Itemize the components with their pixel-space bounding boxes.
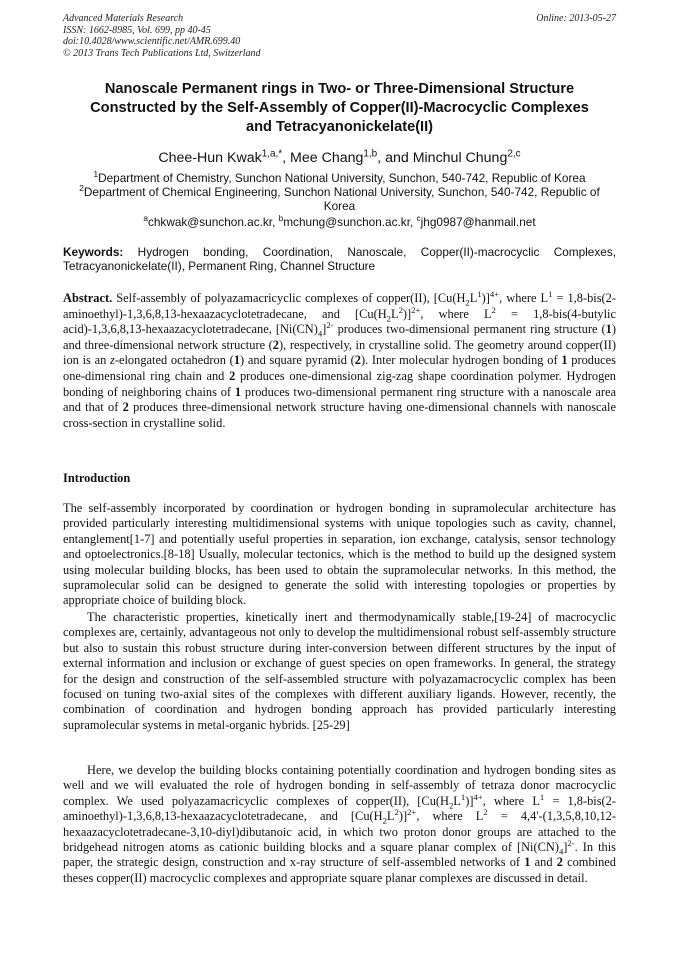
corresponding-mark: * <box>278 148 283 160</box>
keywords-label: Keywords: <box>63 245 124 259</box>
subscript: 2 <box>465 297 470 308</box>
introduction-heading: Introduction <box>63 471 131 485</box>
abstract-text: , where L <box>499 291 549 305</box>
abstract-text: produces one-dimensional ring chain and <box>63 353 616 383</box>
paragraph-text: and <box>530 855 557 870</box>
subscript: 4 <box>317 328 323 339</box>
email-a[interactable]: chkwak@sunchon.ac.kr, <box>147 215 279 229</box>
paragraph-text: = 1,8-bis(2-aminoethyl)-1,3,6,8,13-hexaazacyclotetradecane, and [Cu(H <box>63 793 616 824</box>
abstract-label: Abstract. <box>63 291 113 305</box>
online-date: Online: 2013-05-27 <box>536 13 616 24</box>
italic-symbol: z <box>110 353 115 368</box>
email-c[interactable]: jhg0987@hanmail.net <box>420 215 536 229</box>
paragraph-text: )] <box>465 793 474 808</box>
paragraph-text: , where L <box>416 809 484 824</box>
author-1-affil: 1,a, <box>261 148 279 160</box>
superscript: 2 <box>491 304 496 315</box>
abstract-text: ] <box>322 322 327 337</box>
superscript: 1 <box>460 791 466 802</box>
abstract-text: ) and square pyramid ( <box>240 353 355 368</box>
keywords-text: Hydrogen bonding, Coordination, Nanoscale, Copper(II)-macrocyclic Complexes, Tetracyanonickelate(II), Permanent Ring, Channel Structure <box>63 245 616 273</box>
intro-paragraph-2: The characteristic properties, kinetically inert and thermodynamically stable,[19-24] of macrocyclic complexes are, certainly, advantageous not only to develop the multidimensional robust self-assembly structure but also to sustain this robust structure during inter-conversion between different structures by the input of external information and inclusion or exchange of guest species on open frameworks. In general, the strategy for the design and construction of the self-assembled structure with polyazamacrocyclic complex has been focused on tuning two-axial sites of the complexes with different auxiliary ligands. However, recently, the combination of coordination and hydrogen bonding approach has provided particularly interesting supramolecular systems in metal-organic hybrids. [25-29] <box>63 610 616 732</box>
paper-title <box>63 80 616 137</box>
affiliation-1-text: Department of Chemistry, Sunchon National University, Sunchon, 540-742, Republic of Korea <box>98 171 586 185</box>
abstract-text: produces one-dimensional zig-zag shape coordination polymer. Hydrogen bonding of neighboring chains of <box>63 368 616 399</box>
abstract-text: produces three-dimensional network structure having one-dimensional channels with nanoscale cross-section in crystalline solid. <box>63 400 616 430</box>
abstract-text: produces two-dimensional permanent ring structure ( <box>333 322 606 337</box>
superscript: 2 <box>398 304 403 315</box>
author-separator: , <box>282 150 291 166</box>
compound-ref: 1 <box>233 353 241 368</box>
superscript: 2 <box>483 807 488 818</box>
author-2-name: Mee Chang <box>290 150 364 166</box>
abstract-text: ) and three-dimensional network structure ( <box>63 322 616 352</box>
author-separator: , and <box>377 150 413 166</box>
journal-name: Advanced Materials Research <box>63 13 184 24</box>
abstract-text: L <box>469 291 478 305</box>
email-a-mark: a <box>143 214 148 224</box>
doi-line: doi:10.4028/www.scientific.net/AMR.699.40 <box>63 36 241 47</box>
email-b-mark: b <box>278 214 284 224</box>
title-line-1: Nanoscale Permanent rings in Two- or Three-Dimensional Structure <box>104 81 575 97</box>
paragraph-text: L <box>386 809 395 824</box>
abstract-block <box>63 288 617 431</box>
title-line-2: Constructed by the Self-Assembly of Copper(II)-Macrocyclic Complexes <box>90 100 589 116</box>
paragraph-text: , where L <box>482 793 540 808</box>
superscript: 1 <box>539 791 545 802</box>
superscript: 1 <box>477 288 482 299</box>
affiliation-2-text: Department of Chemical Engineering, Sunchon National University, Sunchon, 540-742, Republic of Korea <box>83 185 600 213</box>
compound-ref: 1 <box>605 322 612 337</box>
subscript: 4 <box>558 846 564 857</box>
superscript: 1 <box>548 288 553 299</box>
affiliation-1-mark: 1 <box>93 170 99 180</box>
author-3-affil: 2,c <box>507 148 521 160</box>
email-b[interactable]: mchung@sunchon.ac.kr, <box>283 215 417 229</box>
author-2-affil: 1,b <box>363 148 378 160</box>
superscript: 2+ <box>407 807 417 818</box>
superscript: 4+ <box>489 288 500 299</box>
paragraph-text: L <box>453 793 461 808</box>
paragraph-text: Here, we develop the building blocks containing potentially coordination and hydrogen bonding sites as well and we will evaluated the role of hydrogen bonding in self-assembly of tetraza donor macrocyclic complex. We used polyazamacricyclic complexes of copper(II), [Cu(H <box>63 763 616 808</box>
superscript: 2+ <box>411 304 421 315</box>
email-c-mark: c <box>416 214 421 224</box>
author-list <box>63 149 616 167</box>
copyright-line: © 2013 Trans Tech Publications Ltd, Switzerland <box>63 47 261 59</box>
intro-paragraph-3 <box>63 763 616 886</box>
abstract-text: produces two-dimensional permanent ring structure with a nanoscale area and that of <box>63 384 616 415</box>
abstract-text: Self-assembly of polyazamacricyclic complexes of copper(II), [Cu(H <box>112 291 466 305</box>
compound-ref: 2 <box>556 855 563 870</box>
paragraph-text: )] <box>398 809 408 824</box>
subscript: 2 <box>386 313 391 324</box>
keywords-block <box>63 245 616 273</box>
author-1-name: Chee-Hun Kwak <box>158 150 262 166</box>
abstract-text: , where L <box>420 306 492 321</box>
superscript: 2- <box>326 320 334 331</box>
abstract-text: L <box>391 306 399 321</box>
abstract-text: = 1,8-bis(4-butylic acid)-1,3,6,8,13-hexaazacyclotetradecane, [Ni(CN) <box>63 306 617 337</box>
affiliation-2 <box>63 185 616 213</box>
compound-ref: 2 <box>122 400 129 415</box>
superscript: 4+ <box>473 791 483 802</box>
abstract-text: )] <box>481 291 490 305</box>
subscript: 2 <box>448 800 454 811</box>
subscript: 2 <box>382 815 387 826</box>
author-3-name: Minchul Chung <box>412 150 508 166</box>
superscript: 2 <box>394 807 399 818</box>
compound-ref: 1 <box>234 384 242 399</box>
abstract-text: = 1,8-bis(2-aminoethyl)-1,3,6,8,13-hexaazacyclotetradecane, and [Cu(H <box>63 291 616 321</box>
intro-paragraph-1: The self-assembly incorporated by coordination or hydrogen bonding in supramolecular architecture has provided particularly interesting multidimensional systems with unique topologies such as cavity, channel, entanglement[1-7] and potentially useful properties in separation, ion exchange, catalysis, sensor technology and optoelectronics.[8-18] Usually, molecular tectonics, which is the method to build up the designed system using molecular building blocks, has been used to obtain the supramolecular networks. In this method, the supramolecular solid can be designed to generate the solid with interesting topologies or properties by appropriate choice of building block. <box>63 501 616 608</box>
compound-ref: 2 <box>272 337 279 352</box>
paragraph-text: . In this paper, the strategic design, construction and x-ray structure of self-assembled networks of <box>63 840 616 870</box>
abstract-text: -elongated octahedron ( <box>114 353 234 368</box>
abstract-text: )] <box>402 306 412 321</box>
paragraph-text: = 4,4'-(1,3,5,8,10,12-hexaazacyclotetradecane-3,10-diyl)dibutanoic acid, in which two proton donor groups are attached to the bridgehead nitrogen atoms as cationic building blocks and a square planar complex of [Ni(CN) <box>63 809 616 855</box>
paragraph-text: combined theses copper(II) macrocyclic complexes and appropriate square planar complexes are discussed in detail. <box>63 855 616 885</box>
compound-ref: 1 <box>561 353 568 368</box>
email-list <box>63 215 616 229</box>
affiliation-1 <box>63 171 616 185</box>
compound-ref: 1 <box>524 855 531 870</box>
journal-header <box>63 13 616 59</box>
issn-line: ISSN: 1662-8985, Vol. 699, pp 40-45 <box>63 24 211 36</box>
abstract-text: ), respectively, in crystalline solid. The geometry around copper(II) ion is an <box>63 337 616 368</box>
compound-ref: 2 <box>354 353 361 368</box>
paragraph-text: ] <box>563 840 568 855</box>
compound-ref: 2 <box>229 368 236 383</box>
superscript: 2- <box>567 837 575 848</box>
title-line-3: and Tetracyanonickelate(II) <box>245 119 434 135</box>
abstract-text: ). Inter molecular hydrogen bonding of <box>360 353 562 368</box>
affiliation-2-mark: 2 <box>79 184 84 194</box>
